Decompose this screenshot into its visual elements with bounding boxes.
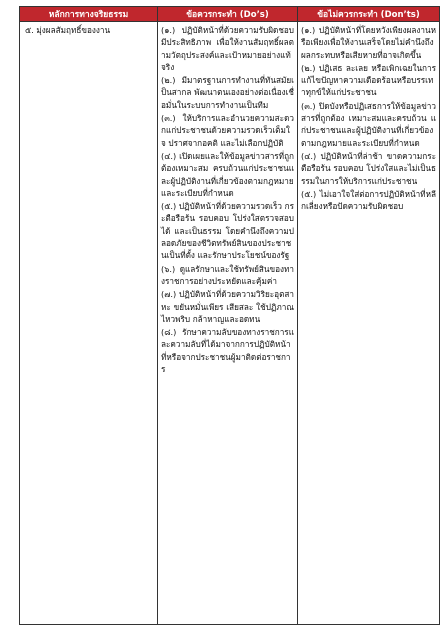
dont-item: (๔.) ปฏิบัติหน้าที่ล่าช้า ขาดความกระตือรือร้น รอบคอบ โปร่งใสและไม่เป็นธรรมในการให้บริการแก่ประชาชน: [301, 150, 436, 186]
header-principle: หลักการทางจริยธรรม: [20, 7, 158, 22]
header-row: [20, 7, 440, 22]
do-item: (๗.) ปฏิบัติหน้าที่ด้วยความวิริยะอุตสาหะ ขยันหมั่นเพียร เสียสละ ใช้ปฏิภาณไหวพริบ กล้าหาญและอดทน: [161, 289, 294, 324]
do-item: (๓.) ให้บริการและอำนวยความสะดวกแก่ประชาชนด้วยความรวดเร็วเต็มใจ ปราศจากอคติ และไม่เลือกปฏิบัติ: [161, 113, 294, 148]
ethics-table: [19, 6, 440, 625]
do-item: (๘.) รักษาความลับของทางราชการและความลับที่ได้มาจากการปฏิบัติหน้าที่หรือจากประชาชนผู้มาติดต่อราชการ: [161, 327, 294, 375]
do-item: (๑.) ปฏิบัติหน้าที่ด้วยความรับผิดชอบ มีประสิทธิภาพ เพื่อให้งานสัมฤทธิ์ผลตามวัตถุประสงค์และเป้าหมายอย่างแท้จริง: [161, 25, 294, 72]
do-item: (๕.) ปฏิบัติหน้าที่ด้วยความรวดเร็ว กระตือรือร้น รอบคอบ โปร่งใสตรวจสอบได้ และเป็นธรรม โดยคำนึงถึงความปลอดภัยของชีวิตทรัพย์สินของประชาชนเป็นที่ตั้ง และรักษาประโยชน์ของรัฐ: [161, 201, 294, 261]
donts-cell: [298, 22, 440, 625]
do-item: (๒.) มีมาตรฐานการทำงานที่ทันสมัยเป็นสากล พัฒนาตนเองอย่างต่อเนื่องเชื่อมั่นในระบบการทำงานเป็นทีม: [161, 75, 294, 110]
dont-item: (๒.) ปฏิเสธ ละเลย หรือเพิกเฉยในการแก้ไขปัญหาความเดือดร้อนหรือบรรเทาทุกข์ให้แก่ประชาชน: [301, 62, 436, 98]
dont-item: (๓.) ปิดบังหรือปฏิเสธการให้ข้อมูลข่าวสารที่ถูกต้อง เหมาะสมและครบถ้วน แก่ประชาชนและผู้ปฏิบัติงานที่เกี่ยวข้องตามกฎหมายและระเบียบที่กำหนด: [301, 100, 436, 148]
header-donts: ข้อไม่ควรกระทำ (Don’ts): [298, 7, 440, 22]
dont-item: (๕.) ไม่เอาใจใส่ต่อการปฏิบัติหน้าที่หลีกเลี่ยงหรือปัดความรับผิดชอบ: [301, 188, 436, 212]
do-item: (๔.) เปิดเผยและให้ข้อมูลข่าวสารที่ถูกต้องเหมาะสม ครบถ้วนแก่ประชาชนและผู้ปฏิบัติงานที่เกี่ยวข้องตามกฎหมายและระเบียบที่กำหนด: [161, 150, 294, 198]
principle-cell: [20, 22, 158, 625]
dont-item: (๑.) ปฏิบัติหน้าที่โดยหวังเพียงผลงานหรือเพียงเพื่อให้งานเสร็จโดยไม่คำนึงถึงผลกระทบหรือเสียหายที่อาจเกิดขึ้น: [301, 25, 436, 60]
do-item: (๖.) ดูแลรักษาและใช้ทรัพย์สินของทางราชการอย่างประหยัดและคุ้มค่า: [161, 263, 294, 286]
ethics-table-container: [19, 6, 439, 625]
principle-text: ๕. มุ่งผลสัมฤทธิ์ของงาน: [25, 25, 111, 35]
header-dos: ข้อควรกระทำ (Do’s): [158, 7, 298, 22]
dos-cell: [158, 22, 298, 625]
table-row: [20, 22, 440, 625]
